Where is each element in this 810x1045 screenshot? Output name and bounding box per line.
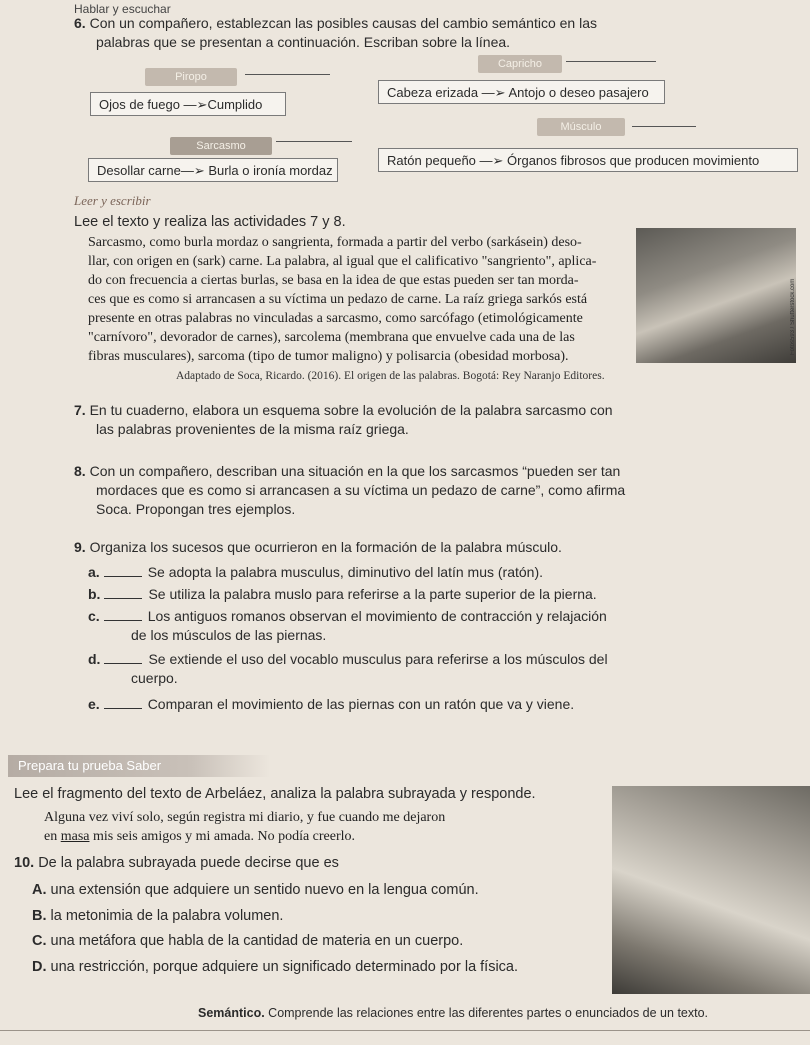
- word-pair-box: Cabeza erizada —➢ Antojo o deseo pasajero: [378, 80, 665, 104]
- list-item: [88, 695, 574, 714]
- word-pill-sarcasmo: Sarcasmo: [170, 137, 272, 155]
- answer-line[interactable]: [276, 141, 352, 142]
- item-letter: d.: [88, 651, 101, 667]
- question-8: [74, 462, 620, 481]
- photo-credit: Fotos593 / Shutterstock.com: [790, 278, 796, 355]
- question-6: [74, 14, 597, 33]
- item-letter: a.: [88, 564, 100, 580]
- item-letter: e.: [88, 696, 100, 712]
- competency-label: Semántico.: [198, 1006, 265, 1020]
- question-number: 8.: [74, 463, 86, 479]
- question-text: En tu cuaderno, elabora un esquema sobre la evolución de la palabra sarcasmo con: [89, 402, 613, 418]
- item-text: Comparan el movimiento de las piernas con un ratón que va y viene.: [147, 696, 575, 712]
- question-text: Con un compañero, describan una situación en la que los sarcasmos “pueden ser tan: [89, 463, 621, 479]
- reading-line: Sarcasmo, como burla mordaz o sangrienta, formada a partir del verbo (sarkásein) deso-: [88, 235, 582, 250]
- list-item: [88, 563, 543, 582]
- option-text: una metáfora que habla de la cantidad de materia en un cuerpo.: [50, 933, 464, 949]
- option-text: una extensión que adquiere un sentido nuevo en la lengua común.: [50, 882, 479, 898]
- item-text-cont: cuerpo.: [131, 670, 178, 686]
- item-text: Los antiguos romanos observan el movimiento de contracción y relajación: [147, 608, 607, 624]
- item-letter: c.: [88, 608, 100, 624]
- answer-option[interactable]: [32, 907, 283, 926]
- fragment-line: Alguna vez viví solo, según registra mi diario, y fue cuando me dejaron: [44, 810, 446, 825]
- answer-blank[interactable]: [104, 651, 142, 664]
- underlined-word: masa: [60, 829, 90, 844]
- answer-option[interactable]: [32, 958, 518, 977]
- question-number: 10.: [14, 855, 35, 871]
- question-text: Organiza los sucesos que ocurrieron en la formación de la palabra músculo.: [89, 539, 562, 555]
- fragment-text: mis seis amigos y mi amada. No podía creerlo.: [89, 829, 356, 844]
- saber-instruction: Lee el fragmento del texto de Arbeláez, analiza la palabra subrayada y responde.: [14, 786, 536, 802]
- question-number: 7.: [74, 402, 86, 418]
- question-8-line3: Soca. Propongan tres ejemplos.: [96, 501, 296, 517]
- item-text: Se adopta la palabra musculus, diminutivo del latín mus (ratón).: [147, 564, 544, 580]
- answer-blank[interactable]: [104, 564, 142, 577]
- answer-option[interactable]: [32, 881, 479, 900]
- fragment-text: en: [44, 829, 61, 844]
- question-8-line2: mordaces que es como si arrancasen a su víctima un pedazo de carne”, como afirma: [96, 482, 626, 498]
- question-number: 6.: [74, 15, 86, 31]
- list-item: [88, 650, 608, 669]
- answer-blank[interactable]: [104, 696, 142, 709]
- question-7-line2: las palabras provenientes de la misma raíz griega.: [96, 421, 409, 437]
- option-letter: A.: [32, 882, 47, 898]
- answer-line[interactable]: [632, 126, 696, 127]
- reading-passage: [88, 233, 596, 366]
- question-9: [74, 538, 562, 557]
- fragment-line: [44, 827, 355, 846]
- answer-line[interactable]: [245, 74, 330, 75]
- word-pair-box: Desollar carne—➢ Burla o ironía mordaz: [88, 158, 338, 182]
- option-letter: B.: [32, 908, 47, 924]
- question-10: [14, 854, 339, 873]
- competency-text: Comprende las relaciones entre las diferentes partes o enunciados de un texto.: [264, 1006, 709, 1020]
- list-item: [88, 607, 607, 626]
- reading-reference: Adaptado de Soca, Ricardo. (2016). El origen de las palabras. Bogotá: Rey Naranjo Editores.: [176, 370, 605, 382]
- question-7: [74, 401, 613, 420]
- word-pill-piropo: Piropo: [145, 68, 237, 86]
- item-text-cont: de los músculos de las piernas.: [131, 627, 327, 643]
- answer-blank[interactable]: [104, 608, 142, 621]
- answer-option[interactable]: [32, 932, 463, 951]
- item-text: Se extiende el uso del vocablo musculus para referirse a los músculos del: [148, 651, 608, 667]
- answer-line[interactable]: [566, 61, 656, 62]
- reading-line: llar, con origen en (sark) carne. La palabra, al igual que el calificativo "sangriento", aplica-: [88, 254, 597, 269]
- saber-banner: Prepara tu prueba Saber: [8, 755, 270, 777]
- option-text: una restricción, porque adquiere un significado determinado por la física.: [50, 959, 519, 975]
- option-letter: D.: [32, 959, 47, 975]
- reading-line: do con frecuencia a ciertas burlas, se basa en la idea de que estas pueden ser tan morda-: [88, 273, 579, 288]
- reading-photo: [636, 228, 796, 363]
- reading-instruction: Lee el texto y realiza las actividades 7 y 8.: [74, 214, 346, 230]
- word-pill-musculo: Músculo: [537, 118, 625, 136]
- section-heading: Leer y escribir: [74, 193, 151, 208]
- question-text: Con un compañero, establezcan las posibles causas del cambio semántico en las: [89, 15, 597, 31]
- word-pair-box: Ojos de fuego —➢Cumplido: [90, 92, 286, 116]
- reading-line: "carnívoro", devorador de carnes), sarcolema (membrana que envuelve cada una de las: [88, 330, 575, 345]
- question-number: 9.: [74, 539, 86, 555]
- answer-blank[interactable]: [104, 586, 142, 599]
- competency-note: [198, 1006, 708, 1020]
- item-letter: b.: [88, 586, 101, 602]
- option-letter: C.: [32, 933, 47, 949]
- section-label: Hablar y escuchar: [74, 2, 171, 16]
- item-text: Se utiliza la palabra muslo para referirse a la parte superior de la pierna.: [148, 586, 597, 602]
- option-text: la metonimia de la palabra volumen.: [50, 908, 284, 924]
- saber-photo: [612, 786, 810, 994]
- footer-divider: [0, 1030, 810, 1031]
- question-text: De la palabra subrayada puede decirse que es: [38, 855, 339, 871]
- reading-line: fibras musculares), sarcoma (tipo de tumor maligno) y polisarcia (obesidad morbosa).: [88, 349, 569, 364]
- list-item: [88, 585, 597, 604]
- word-pill-capricho: Capricho: [478, 55, 562, 73]
- reading-line: ces que es como si arrancasen a su víctima un pedazo de carne. La raíz griega sarkós está: [88, 292, 588, 307]
- reading-line: presente en otras palabras no vinculadas a sarcasmo, como sarcófago (etimológicamente: [88, 311, 583, 326]
- word-pair-box: Ratón pequeño —➢ Órganos fibrosos que producen movimiento: [378, 148, 798, 172]
- question-6-line2: palabras que se presentan a continuación. Escriban sobre la línea.: [96, 34, 511, 50]
